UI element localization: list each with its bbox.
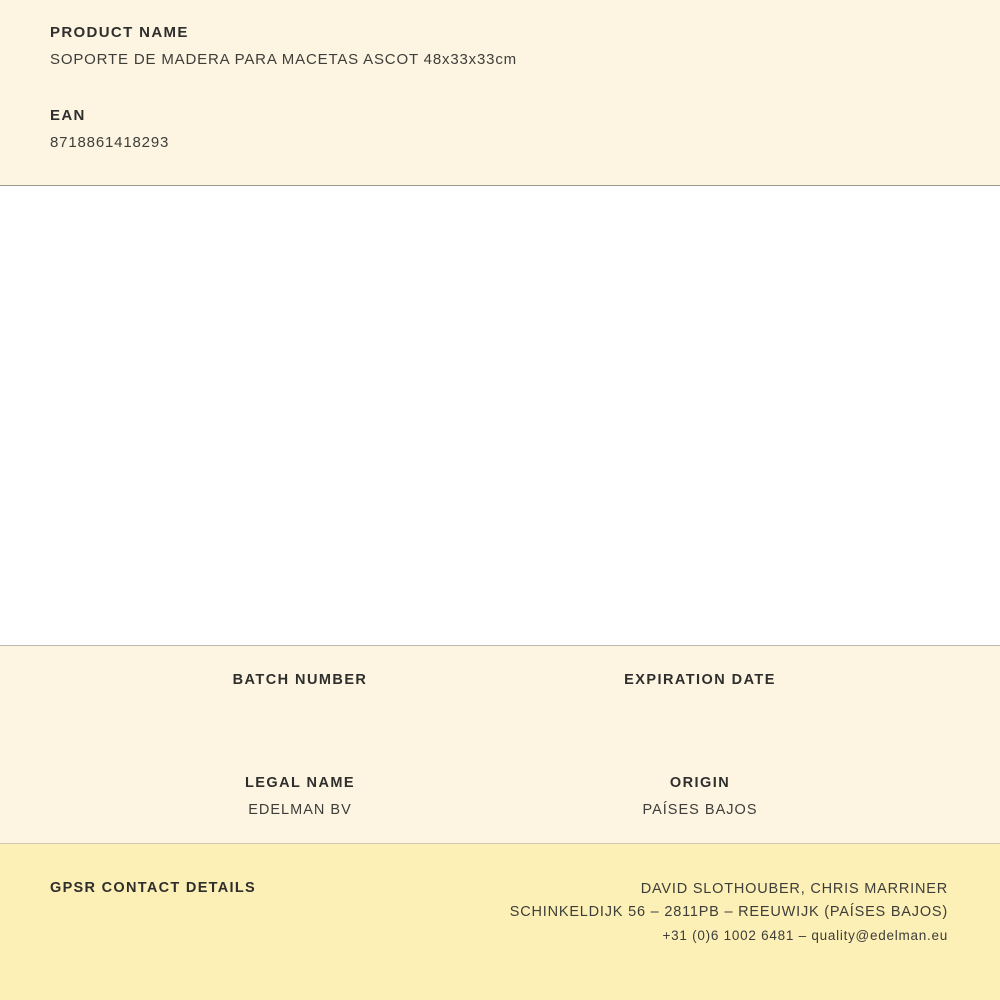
gpsr-contact-address: SCHINKELDIJK 56 – 2811PB – REEUWIJK (PAÍSES BAJOS) xyxy=(509,904,948,921)
gpsr-contact-block xyxy=(0,844,1000,1000)
meta-row-batch xyxy=(0,672,1000,715)
ean-label: EAN xyxy=(50,106,86,124)
meta-row-legal xyxy=(0,775,1000,819)
batch-number-label: BATCH NUMBER xyxy=(232,672,368,688)
ean-group xyxy=(50,107,950,153)
legal-name-cell xyxy=(100,775,500,819)
product-info-block xyxy=(0,0,1000,186)
meta-spacer-2 xyxy=(0,775,100,819)
gpsr-contact-lines xyxy=(510,878,948,947)
gpsr-contact-phone-email: +31 (0)6 1002 6481 – quality@edelman.eu xyxy=(662,927,948,943)
ean-value: 8718861418293 xyxy=(50,133,170,151)
batch-number-value xyxy=(100,697,500,715)
origin-label: ORIGIN xyxy=(669,775,731,792)
product-image-area xyxy=(0,186,1000,646)
gpsr-contact-persons: DAVID SLOTHOUBER, CHRIS MARRINER xyxy=(640,881,948,897)
expiration-date-value xyxy=(500,697,900,715)
product-name-value: SOPORTE DE MADERA PARA MACETAS ASCOT 48x33x33cm xyxy=(50,51,517,68)
product-name-group xyxy=(50,24,950,70)
product-meta-block xyxy=(0,646,1000,844)
batch-number-cell xyxy=(100,672,500,715)
origin-value: PAÍSES BAJOS xyxy=(642,801,758,818)
gpsr-contact-title: GPSR CONTACT DETAILS xyxy=(50,880,257,896)
meta-spacer xyxy=(0,672,100,715)
expiration-date-label: EXPIRATION DATE xyxy=(624,672,776,688)
origin-cell xyxy=(500,775,900,819)
product-name-label: PRODUCT NAME xyxy=(50,24,189,41)
expiration-date-cell xyxy=(500,672,900,715)
legal-name-label: LEGAL NAME xyxy=(244,775,356,792)
legal-name-value: EDELMAN BV xyxy=(248,801,352,818)
